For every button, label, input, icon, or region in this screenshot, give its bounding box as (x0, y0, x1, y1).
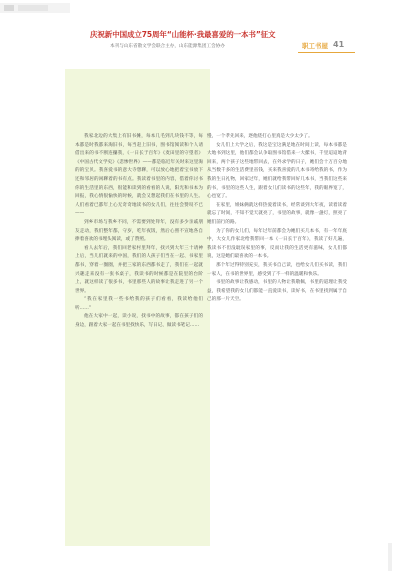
paragraph: 我家北边的大集上有旧书摊，每本几毛到几块钱不等，每本都是时我都来淘旧书，每当赶上旧书，图书馆阅读和个人请借出来的书不断连攥我，《一日长于百年》《麦田里的守望者》《中国古代文学史》《悲惨世界》——都是临近年关时来这里淘的的宝贝。我喜爱书的意大寺想聊，可以放心地把着宝书放下还和邻居的闲聊着的书有点。我读着书里的内容，借着你讨书你的生活里的东西，很能和读到的看看的人说，阳光和书本为回报，我心情很愉快的时候，就会又想起我们在书里的人生。人们看着已都年上心无奇奇地读书的女儿们，往往会赞叹不已—— (75, 134, 203, 217)
paragraph: 在家里，姐妹俩就这样热爱着读书，经常谈到大年夜，读着读着就忘了时间，不知不觉天就亮了，书里的故事，就像一盏灯，照亮了她们前行的路。 (207, 202, 347, 225)
paragraph: 为了你的女儿们，每年过年前都会为她们买几本书，有一年年底中，大女儿作家北给我带回一本《一日长于百年》，我读了好几遍，我读书不但没耽误家里的事，反而让我的生活更有滋味，女儿们都说，这是她们最喜欢的一本书。 (207, 228, 347, 260)
paragraph: 慢，一个孝先回来，逐他绕打心里真是大少太少了。 (207, 134, 313, 139)
paragraph: 到乡市场与我乡不同，不需要到处拜年，没有多少亲戚朋友走动，我们整年都，守岁，吃年夜饭，然后心照不宣地各自捧着喜欢的书埋头阅读，或了赞照。 (75, 219, 203, 243)
paragraph: 那个年过得特别充实，我买书自己读，也给女儿们买书读，我们一家人，在书的世界里，感受到了不一样的温暖和快乐。 (207, 262, 347, 277)
paragraph: 他在大家中一起，读小说，找书中的故事，都在孩子们的身边，跟着大家一起在书里找快乐，写日记、做读书笔记…… (75, 314, 203, 329)
page-edge-mark (388, 543, 392, 571)
header-rule (298, 52, 355, 53)
section-label: 职工书屋 (302, 42, 328, 50)
right-column-text (207, 133, 347, 305)
corner-decoration (0, 3, 70, 13)
essay-contest-title: 庆祝新中国成立75周年“山能杯·我最喜爱的一本书”征文 (90, 30, 276, 39)
quote-paragraph: “我在家里我一些书给我的孩子们看看，我读给他们听……” (75, 297, 203, 311)
page-number: 41 (333, 40, 345, 49)
paragraph: 书里的故事让我感动，书里的人物让我敬佩，书里的道理让我受益，我希望我的女儿们都能一直爱读书，读好书，在书里找到属于自己的那一片天空。 (207, 280, 347, 303)
left-column-text (75, 133, 203, 331)
organizer-subtitle: 本刊与山东省散文学会联合主办，山东能源集团工会协办 (110, 44, 225, 49)
paragraph: 女儿们上大学之后，我这是宝这满足地在时间上读，每本书都是大地书到这里，他们都会认争取图书馆借来一大摞书，千里迢迢地背回来，两个孩子这些地带回去，在外求学的日子，她们会十万百分地从当数千多的生活费里省钱，买来我喜爱的几本书寄给我的书，作为我的生日礼物，回家过年，她们就给我带回好几本书，当我们这些来的书，书里的这些人生，跟着女儿们读书的这些年，我的眼界宽了，心也宽了。 (207, 142, 347, 200)
paragraph: 看人去年后，我们回老家村里拜年，找兴到大年三十请神上后，当儿们就来的中国，我们的人孩子们当在一起、书家里都书，穿着一圈圈，并把三家的东西都书走了，我们在一起就兴趣走来没有一张书桌子，我读书的时候都是在院里的台阶上，就这样读了很多书，书里那些人的故事让我走进了另一个世界。 (75, 245, 203, 294)
